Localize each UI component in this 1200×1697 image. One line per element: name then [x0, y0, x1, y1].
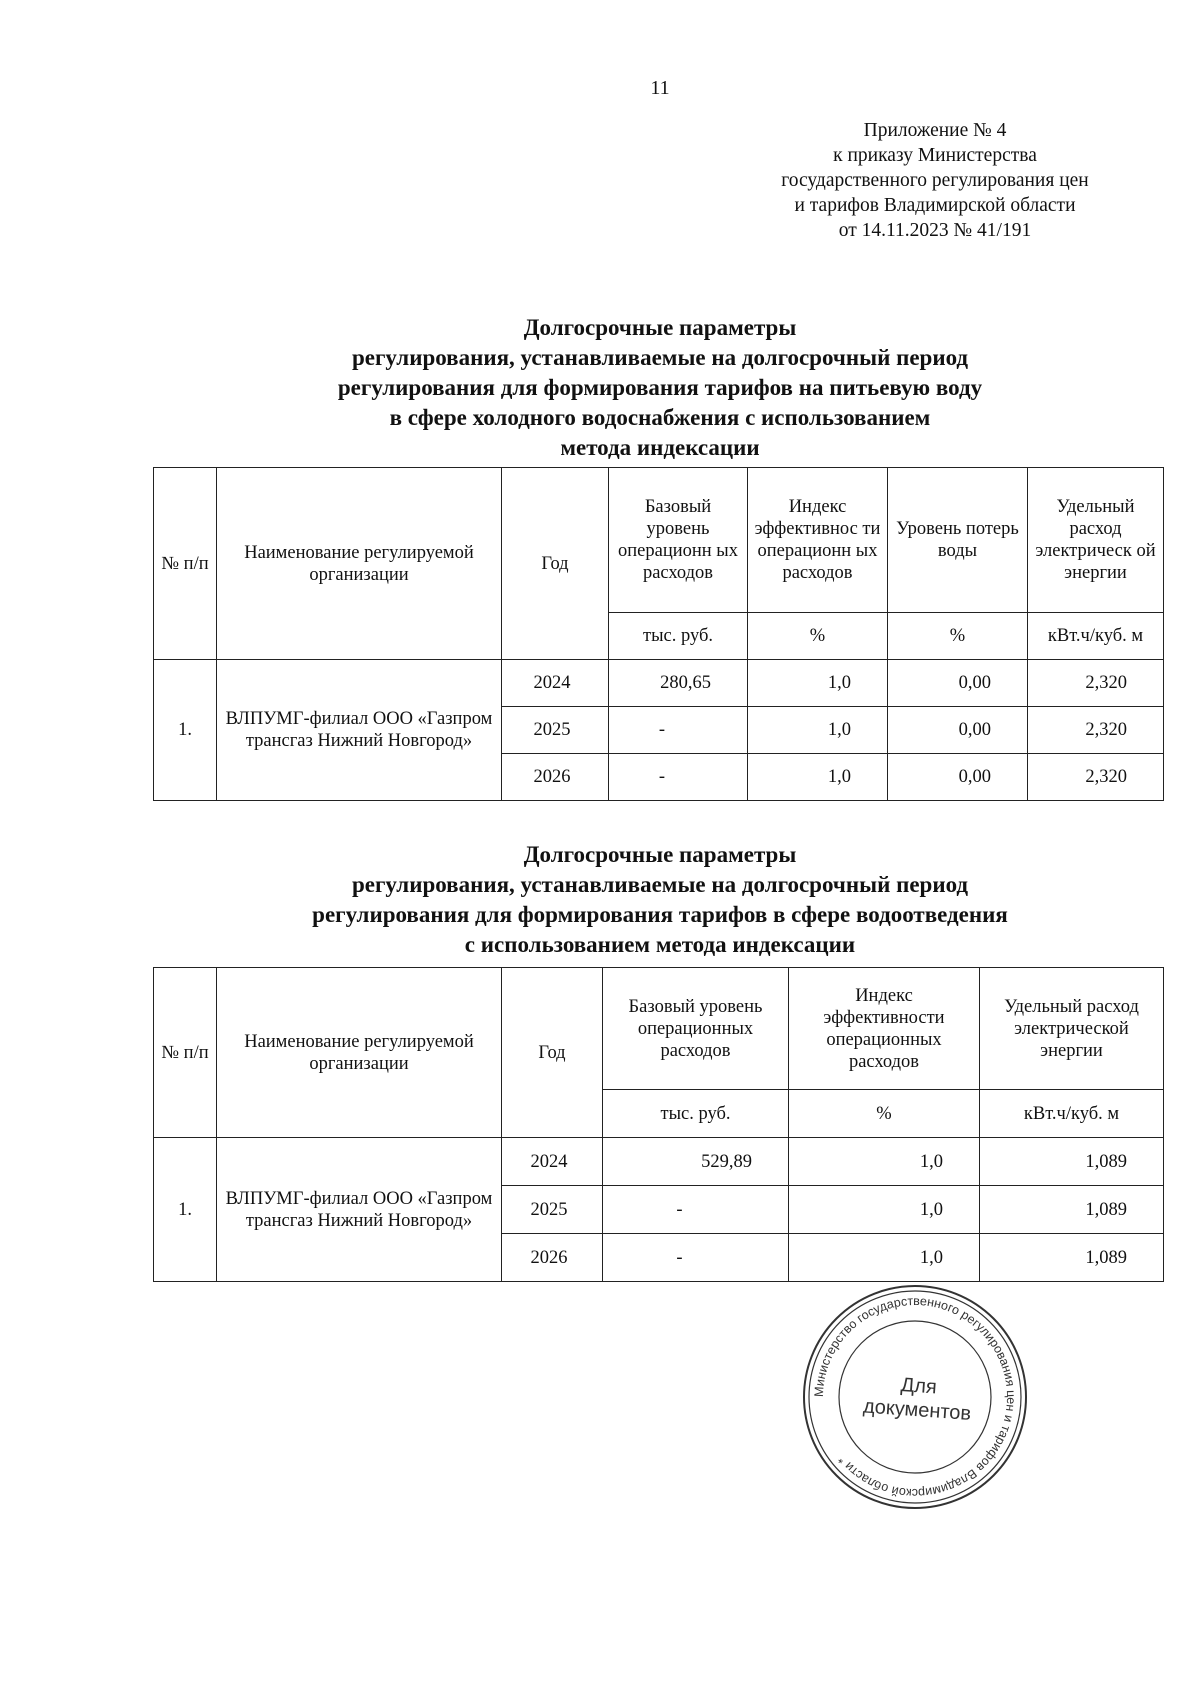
stamp-ring [809, 1291, 1021, 1503]
page-number: 11 [650, 77, 670, 99]
cell-water-loss: 0,00 [888, 754, 1028, 801]
cell-efficiency-index: 1,0 [789, 1234, 980, 1282]
section2-title-line: регулирования, устанавливаемые на долгосрочный период [351, 872, 969, 897]
org-name: ВЛПУМГ-филиал ООО «Газпром трансгаз Нижний Новгород» [217, 660, 502, 801]
section1-title-line: регулирования, устанавливаемые на долгосрочный период [351, 345, 969, 370]
appendix-line: Приложение № 4 [863, 120, 1007, 141]
cell-year: 2025 [502, 1186, 603, 1234]
cell-year: 2025 [502, 707, 609, 754]
cell-efficiency-index: 1,0 [748, 660, 888, 707]
stamp-ring-text: Министерство государственного регулирования цен и тарифов Владимирской области * [811, 1293, 1019, 1501]
header-base-opex: Базовый уровень операционн ых расходов [609, 468, 748, 613]
section1-title-line: в сфере холодного водоснабжения с использованием [389, 405, 931, 430]
section2-title-line: с использованием метода индексации [464, 932, 856, 957]
header-num: № п/п [154, 968, 217, 1138]
cell-energy-use: 1,089 [980, 1186, 1164, 1234]
stamp-center-line: документов [862, 1395, 972, 1425]
cell-energy-use: 2,320 [1028, 660, 1164, 707]
cell-efficiency-index: 1,0 [789, 1138, 980, 1186]
section2-title-line: регулирования для формирования тарифов в сфере водоотведения [312, 902, 1008, 927]
stamp-seal [800, 1282, 1030, 1512]
stamp-outer-ring [804, 1286, 1026, 1508]
cell-year: 2026 [502, 754, 609, 801]
water-supply-table [153, 467, 1164, 801]
appendix-line: и тарифов Владимирской области [794, 195, 1076, 216]
header-base-opex: Базовый уровень операционных расходов [603, 968, 789, 1090]
appendix-line: от 14.11.2023 № 41/191 [838, 220, 1032, 241]
row-num: 1. [154, 660, 217, 801]
row-num: 1. [154, 1138, 217, 1282]
section2-title [200, 840, 1120, 960]
cell-efficiency-index: 1,0 [748, 707, 888, 754]
unit-water-loss: % [888, 613, 1028, 660]
stamp-inner-ring [839, 1321, 991, 1473]
wastewater-table [153, 967, 1164, 1282]
official-stamp [800, 1282, 1030, 1512]
stamp-center-line: Для [900, 1374, 938, 1399]
header-org: Наименование регулируемой организации [217, 968, 502, 1138]
section1-title-line: регулирования для формирования тарифов на питьевую воду [337, 375, 983, 400]
cell-base-opex: 529,89 [603, 1138, 789, 1186]
cell-year: 2026 [502, 1234, 603, 1282]
org-name: ВЛПУМГ-филиал ООО «Газпром трансгаз Нижний Новгород» [217, 1138, 502, 1282]
cell-energy-use: 2,320 [1028, 754, 1164, 801]
header-water-loss: Уровень потерь воды [888, 468, 1028, 613]
appendix-line: к приказу Министерства [833, 145, 1037, 166]
section1-title-line: Долгосрочные параметры [523, 315, 797, 340]
table-row [154, 660, 1164, 707]
cell-base-opex: - [603, 1234, 789, 1282]
header-year: Год [502, 968, 603, 1138]
section2-title-line: Долгосрочные параметры [523, 842, 797, 867]
cell-water-loss: 0,00 [888, 660, 1028, 707]
cell-year: 2024 [502, 1138, 603, 1186]
unit-efficiency-index: % [789, 1090, 980, 1138]
cell-base-opex: 280,65 [609, 660, 748, 707]
unit-energy-use: кВт.ч/куб. м [1028, 613, 1164, 660]
header-org: Наименование регулируемой организации [217, 468, 502, 660]
header-num: № п/п [154, 468, 217, 660]
appendix-line: государственного регулирования цен [781, 170, 1089, 191]
table-row [154, 1138, 1164, 1186]
cell-energy-use: 1,089 [980, 1234, 1164, 1282]
cell-water-loss: 0,00 [888, 707, 1028, 754]
cell-base-opex: - [609, 707, 748, 754]
unit-efficiency-index: % [748, 613, 888, 660]
appendix-header [750, 118, 1120, 243]
header-energy-use: Удельный расход электрическ ой энергии [1028, 468, 1164, 613]
cell-base-opex: - [609, 754, 748, 801]
section1-title [200, 313, 1120, 463]
section1-title-line: метода индексации [560, 435, 760, 460]
header-year: Год [502, 468, 609, 660]
header-efficiency-index: Индекс эффективности операционных расходов [789, 968, 980, 1090]
header-efficiency-index: Индекс эффективнос ти операционн ых расходов [748, 468, 888, 613]
unit-base-opex: тыс. руб. [609, 613, 748, 660]
cell-energy-use: 2,320 [1028, 707, 1164, 754]
cell-efficiency-index: 1,0 [748, 754, 888, 801]
unit-energy-use: кВт.ч/куб. м [980, 1090, 1164, 1138]
header-energy-use: Удельный расход электрической энергии [980, 968, 1164, 1090]
cell-energy-use: 1,089 [980, 1138, 1164, 1186]
cell-base-opex: - [603, 1186, 789, 1234]
cell-efficiency-index: 1,0 [789, 1186, 980, 1234]
cell-year: 2024 [502, 660, 609, 707]
unit-base-opex: тыс. руб. [603, 1090, 789, 1138]
